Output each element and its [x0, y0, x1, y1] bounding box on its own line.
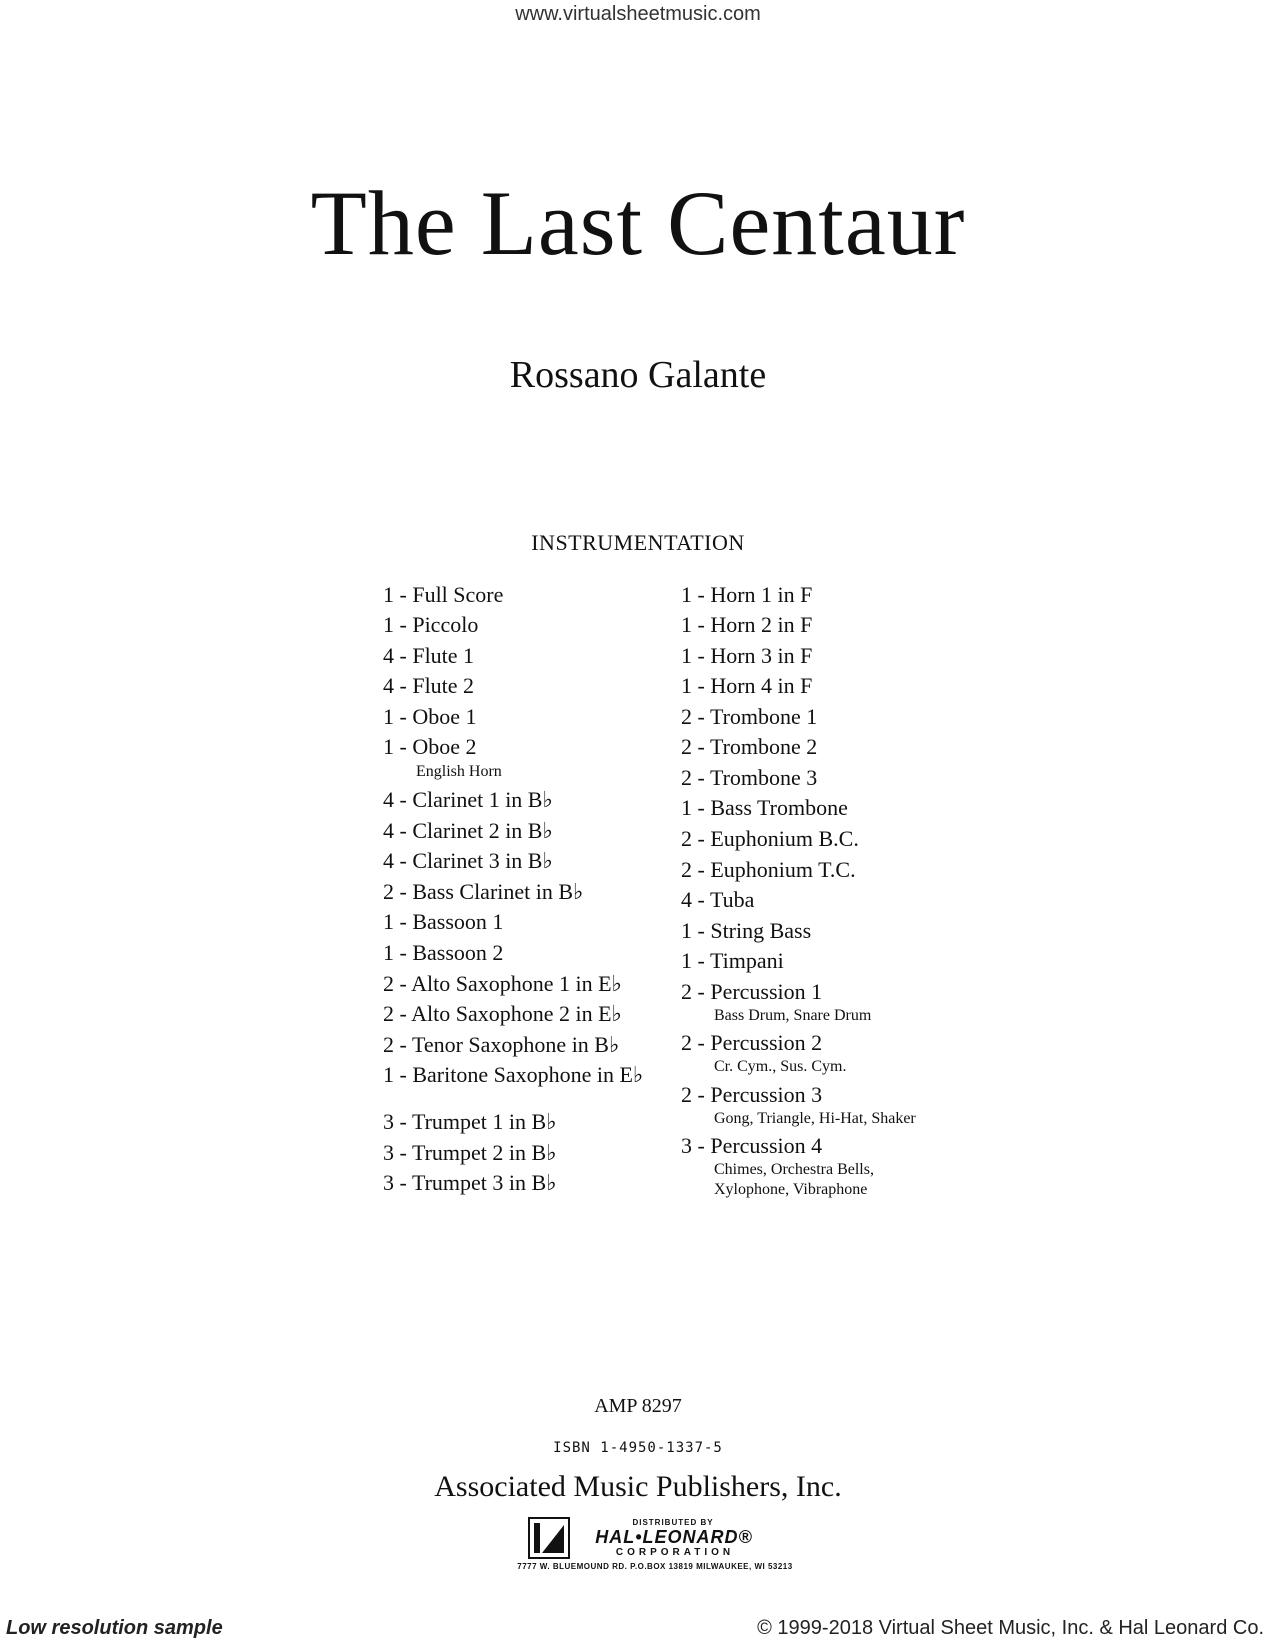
part-qty: 3 — [383, 1140, 394, 1165]
part-qty: 2 — [681, 857, 692, 882]
list-item: 2 - Trombone 2 — [681, 734, 818, 759]
part-qty: 2 — [681, 979, 692, 1004]
part-qty: 1 — [681, 643, 692, 668]
list-item: 2 - Bass Clarinet in B♭ — [383, 879, 584, 904]
list-item: 2 - Alto Saxophone 2 in E♭ — [383, 1001, 622, 1026]
part-name: Timpani — [709, 948, 784, 973]
part-qty: 2 — [681, 765, 692, 790]
list-item: 4 - Clarinet 2 in B♭ — [383, 818, 553, 843]
part-qty: 1 — [383, 704, 394, 729]
distributor-address: 7777 W. BLUEMOUND RD. P.O.BOX 13819 MILWAUKEE, WI 53213 — [517, 1562, 793, 1571]
part-doubling: Gong, Triangle, Hi-Hat, Shaker — [714, 1110, 916, 1127]
part-qty: 2 — [681, 734, 692, 759]
part-qty: 1 — [383, 1062, 394, 1087]
part-name: Horn 1 in F — [710, 582, 813, 607]
part-name: Horn 3 in F — [710, 643, 813, 668]
part-name: Euphonium B.C. — [710, 826, 859, 851]
distributed-by-label: DISTRIBUTED BY — [632, 1518, 714, 1527]
part-qty: 4 — [383, 643, 394, 668]
list-item: 1 - Timpani — [681, 948, 784, 973]
list-item: 3 - Trumpet 3 in B♭ — [383, 1170, 557, 1195]
part-name: Flute 1 — [412, 643, 475, 668]
list-item: 1 - Bassoon 2 — [383, 940, 504, 965]
list-item: 1 - Horn 3 in F — [681, 643, 813, 668]
part-qty: 1 — [383, 612, 394, 637]
list-item: 2 - Percussion 2 — [681, 1030, 823, 1055]
part-name: Alto Saxophone 2 in E♭ — [411, 1001, 622, 1026]
part-name: Horn 4 in F — [710, 673, 813, 698]
part-doubling: Xylophone, Vibraphone — [714, 1181, 868, 1198]
site-url: www.virtualsheetmusic.com — [515, 3, 761, 25]
list-item: 4 - Flute 2 — [383, 673, 475, 698]
list-item: 2 - Euphonium B.C. — [681, 826, 859, 851]
part-name: Alto Saxophone 1 in E♭ — [411, 971, 622, 996]
catalog-number: AMP 8297 — [594, 1395, 682, 1417]
part-qty: 1 — [383, 909, 394, 934]
part-qty: 4 — [383, 848, 394, 873]
part-name: Bass Trombone — [710, 795, 848, 820]
part-qty: 2 — [681, 704, 692, 729]
part-name: Percussion 2 — [710, 1030, 823, 1055]
part-qty: 2 — [383, 1032, 394, 1057]
hal-leonard-logo-icon — [528, 1517, 570, 1559]
list-item: 1 - Full Score — [383, 582, 504, 607]
part-qty: 3 — [681, 1133, 692, 1158]
part-name: Horn 2 in F — [710, 612, 813, 637]
list-item: 1 - Horn 1 in F — [681, 582, 813, 607]
part-name: Trumpet 3 in B♭ — [411, 1170, 557, 1195]
list-item: 1 - String Bass — [681, 918, 812, 943]
low-resolution-notice: Low resolution sample — [6, 1617, 223, 1639]
part-name: String Bass — [710, 918, 812, 943]
list-item: 2 - Alto Saxophone 1 in E♭ — [383, 971, 622, 996]
part-name: Bassoon 1 — [412, 909, 504, 934]
part-name: Piccolo — [412, 612, 479, 637]
copyright-notice: © 1999-2018 Virtual Sheet Music, Inc. & Hal Leonard Co. — [757, 1617, 1264, 1639]
part-name: Oboe 1 — [412, 704, 477, 729]
part-qty: 1 — [681, 673, 692, 698]
part-doubling: Chimes, Orchestra Bells, — [714, 1161, 874, 1178]
list-item: 1 - Bass Trombone — [681, 795, 848, 820]
part-name: Clarinet 2 in B♭ — [412, 818, 553, 843]
list-item: 2 - Euphonium T.C. — [681, 857, 856, 882]
part-qty: 1 — [383, 940, 394, 965]
part-name: Oboe 2 — [412, 734, 477, 759]
part-name: Trombone 2 — [709, 734, 818, 759]
part-qty: 2 — [383, 1001, 394, 1026]
part-name: Percussion 3 — [710, 1082, 823, 1107]
part-qty: 4 — [383, 673, 394, 698]
instrumentation-heading: INSTRUMENTATION — [531, 530, 745, 555]
list-item: 2 - Percussion 1 — [681, 979, 823, 1004]
distributor-corporation: CORPORATION — [615, 1547, 735, 1558]
part-qty: 1 — [383, 582, 394, 607]
part-qty: 1 — [681, 795, 692, 820]
score-title: The Last Centaur — [310, 172, 966, 274]
distributor-name: HAL•LEONARD® — [595, 1527, 753, 1547]
part-qty: 4 — [383, 818, 394, 843]
part-qty: 2 — [681, 826, 692, 851]
part-qty: 1 — [681, 582, 692, 607]
list-item: 1 - Piccolo — [383, 612, 479, 637]
part-qty: 2 — [681, 1030, 692, 1055]
part-qty: 3 — [383, 1109, 394, 1134]
list-item: 3 - Percussion 4 — [681, 1133, 823, 1158]
part-name: Trombone 3 — [709, 765, 818, 790]
distributor-logo — [517, 1517, 1008, 1577]
list-item: 3 - Trumpet 1 in B♭ — [383, 1109, 557, 1134]
list-item: 1 - Horn 4 in F — [681, 673, 813, 698]
part-name: Euphonium T.C. — [710, 857, 856, 882]
part-qty: 4 — [383, 787, 394, 812]
list-item: 2 - Trombone 3 — [681, 765, 818, 790]
part-name: Tuba — [709, 887, 755, 912]
part-name: Bassoon 2 — [412, 940, 504, 965]
isbn: ISBN 1-4950-1337-5 — [553, 1440, 723, 1456]
list-item: 4 - Clarinet 3 in B♭ — [383, 848, 553, 873]
part-name: Baritone Saxophone in E♭ — [412, 1062, 644, 1087]
list-item: 1 - Oboe 2 — [383, 734, 477, 759]
part-name: Clarinet 1 in B♭ — [412, 787, 553, 812]
list-item: 4 - Clarinet 1 in B♭ — [383, 787, 553, 812]
publisher-name: Associated Music Publishers, Inc. — [434, 1470, 842, 1503]
list-item: 1 - Baritone Saxophone in E♭ — [383, 1062, 644, 1087]
list-item: 2 - Percussion 3 — [681, 1082, 823, 1107]
part-qty: 1 — [681, 612, 692, 637]
part-name: Percussion 1 — [710, 979, 823, 1004]
part-name: Trombone 1 — [709, 704, 818, 729]
part-name: Full Score — [412, 582, 504, 607]
part-doubling: Bass Drum, Snare Drum — [714, 1007, 872, 1024]
part-name: Tenor Saxophone in B♭ — [411, 1032, 620, 1057]
part-qty: 1 — [681, 948, 692, 973]
part-qty: 2 — [383, 971, 394, 996]
part-qty: 4 — [681, 887, 692, 912]
list-item: 4 - Flute 1 — [383, 643, 475, 668]
list-item: 1 - Horn 2 in F — [681, 612, 813, 637]
composer-name: Rossano Galante — [509, 354, 767, 396]
list-item: 4 - Tuba — [681, 887, 755, 912]
part-name: Percussion 4 — [710, 1133, 823, 1158]
part-name: Trumpet 1 in B♭ — [411, 1109, 557, 1134]
part-name: Trumpet 2 in B♭ — [411, 1140, 557, 1165]
part-doubling: English Horn — [416, 763, 502, 780]
list-item: 1 - Oboe 1 — [383, 704, 477, 729]
part-qty: 1 — [383, 734, 394, 759]
part-name: Clarinet 3 in B♭ — [412, 848, 553, 873]
list-item: 3 - Trumpet 2 in B♭ — [383, 1140, 557, 1165]
part-qty: 2 — [681, 1082, 692, 1107]
part-name: Flute 2 — [412, 673, 475, 698]
part-qty: 1 — [681, 918, 692, 943]
list-item: 1 - Bassoon 1 — [383, 909, 504, 934]
part-name: Bass Clarinet in B♭ — [412, 879, 584, 904]
list-item: 2 - Trombone 1 — [681, 704, 818, 729]
list-item: 2 - Tenor Saxophone in B♭ — [383, 1032, 620, 1057]
part-qty: 2 — [383, 879, 394, 904]
part-qty: 3 — [383, 1170, 394, 1195]
part-doubling: Cr. Cym., Sus. Cym. — [714, 1058, 847, 1075]
